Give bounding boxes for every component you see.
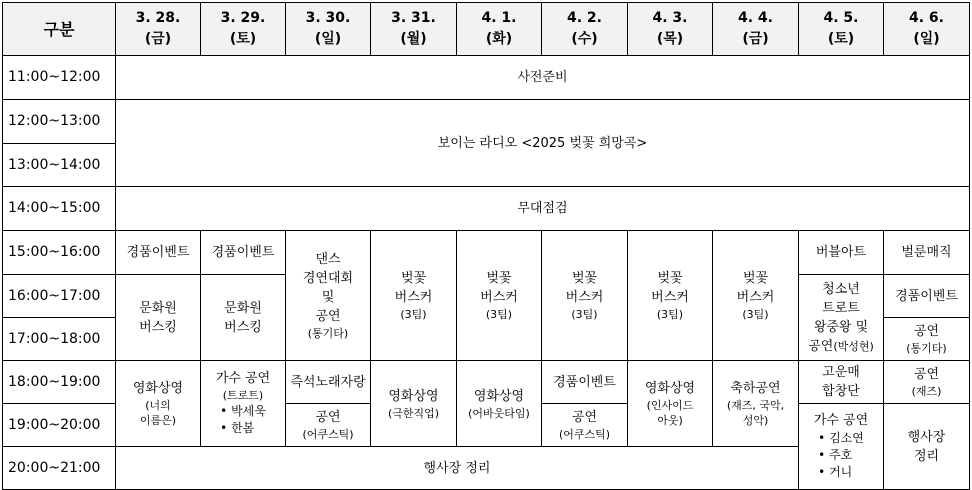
time-slot: 12:00~13:00 [3,100,116,144]
cell-busker: 벚꽃 버스커 (3팀) [542,231,628,361]
cell-karaoke: 즉석노래자랑 [286,361,371,404]
singer-list: • 김소연 • 주호 • 거니 [818,430,864,481]
span-stage-check: 무대점검 [116,187,970,231]
cell-busker: 벚꽃 버스커 (3팀) [457,231,542,361]
day-header: 4. 4. (금) [713,3,799,56]
cell-busker: 벚꽃 버스커 (3팀) [371,231,457,361]
day-header: 3. 31. (월) [371,3,457,56]
cell-gift-event: 경품이벤트 [116,231,201,275]
cell-perf-guitar: 공연 (통기타) [884,318,970,361]
day-header: 4. 1. (화) [457,3,542,56]
cell-busker: 벚꽃 버스커 (3팀) [628,231,713,361]
cell-singer: 가수 공연 (트로트) • 박세욱 • 한봄 [201,361,286,447]
span-radio: 보이는 라디오 <2025 벚꽃 희망곡> [116,100,970,187]
day-header: 4. 2. (수) [542,3,628,56]
cell-culture-busking: 문화원 버스킹 [116,275,201,361]
cell-busker: 벚꽃 버스커 (3팀) [713,231,799,361]
time-slot: 17:00~18:00 [3,318,116,361]
cell-singer-2: 가수 공연 • 김소연 • 주호 • 거니 [799,404,884,490]
span-cleanup: 행사장 정리 [116,447,799,490]
cell-perf-acoustic: 공연 (어쿠스틱) [286,404,371,447]
cell-perf-jazz: 공연 (재즈) [884,361,970,404]
day-header: 4. 5. (토) [799,3,884,56]
cell-gift-event: 경품이벤트 [201,231,286,275]
day-header: 4. 6. (일) [884,3,970,56]
cell-bubble-art: 버블아트 [799,231,884,275]
day-header: 3. 28. (금) [116,3,201,56]
time-slot: 19:00~20:00 [3,404,116,447]
time-slot: 20:00~21:00 [3,447,116,490]
event-schedule-table [2,2,970,490]
time-slot: 13:00~14:00 [3,144,116,187]
singer-list: • 박세욱 • 한봄 [220,403,266,437]
cell-dance-contest: 댄스 경연대회 및 공연 (통기타) [286,231,371,361]
cell-gift-event: 경품이벤트 [884,275,970,318]
cell-culture-busking: 문화원 버스킹 [201,275,286,361]
cell-balloon-magic: 벌룬매직 [884,231,970,275]
cell-celebration: 축하공연 (재즈, 국악, 성악) [713,361,799,447]
day-header: 3. 30. (일) [286,3,371,56]
cell-movie: 영화상영 (어바웃타임) [457,361,542,447]
time-row [3,100,970,144]
cell-perf-acoustic: 공연 (어쿠스틱) [542,404,628,447]
cell-movie: 영화상영 (너의 이름은) [116,361,201,447]
cell-gift-event: 경품이벤트 [542,361,628,404]
time-row [3,56,970,100]
time-slot: 16:00~17:00 [3,275,116,318]
time-slot: 15:00~16:00 [3,231,116,275]
time-slot: 11:00~12:00 [3,56,116,100]
cell-cleanup-short: 행사장 정리 [884,404,970,490]
cell-movie: 영화상영 (극한직업) [371,361,457,447]
time-row [3,361,970,404]
time-row [3,231,970,275]
day-header: 4. 3. (목) [628,3,713,56]
time-slot: 14:00~15:00 [3,187,116,231]
span-prep: 사전준비 [116,56,970,100]
cell-choir: 고운매 합창단 [799,361,884,404]
header-row [3,3,970,56]
cell-movie: 영화상영 (인사이드 아웃) [628,361,713,447]
cell-youth-trot: 청소년 트로트 왕중왕 및 공연(박성현) [799,275,884,361]
header-corner: 구분 [3,3,116,56]
day-header: 3. 29. (토) [201,3,286,56]
time-slot: 18:00~19:00 [3,361,116,404]
time-row [3,187,970,231]
